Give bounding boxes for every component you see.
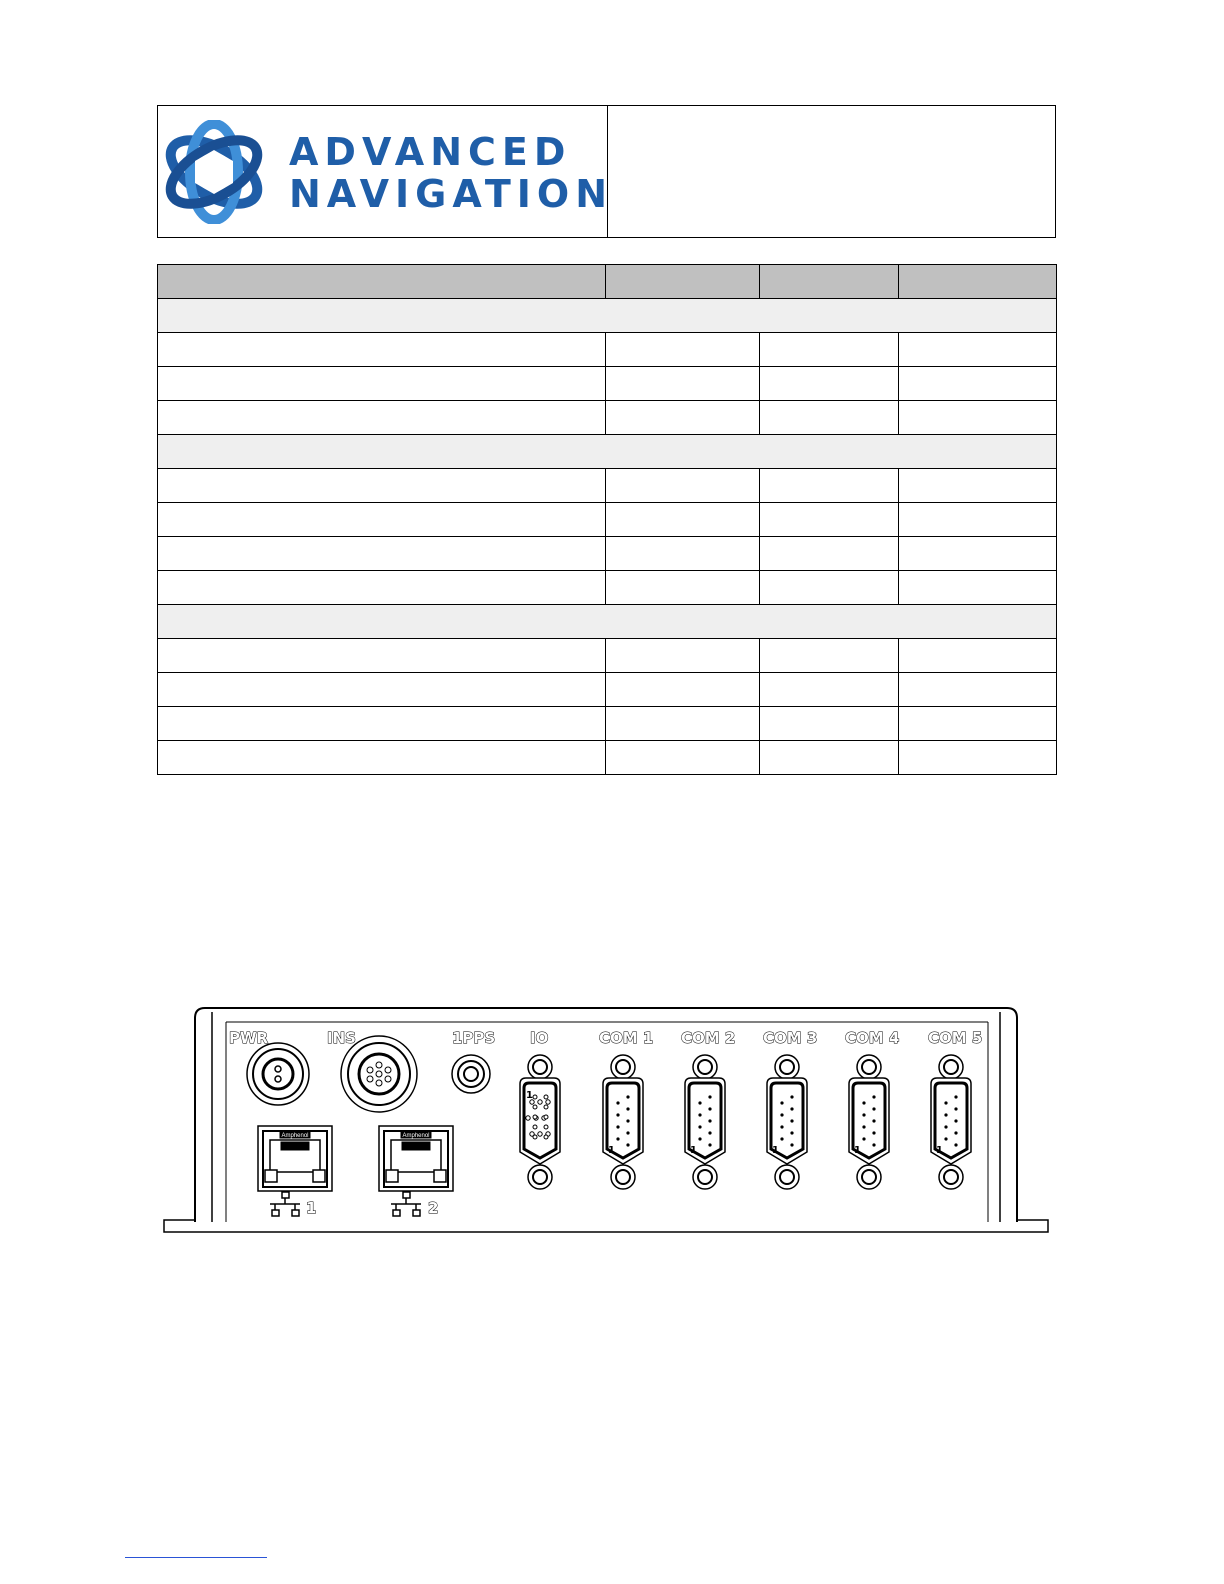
table-cell: [760, 673, 899, 707]
footer-link-underline[interactable]: [125, 1557, 267, 1558]
table-cell: [158, 367, 606, 401]
specification-table: [157, 264, 1057, 775]
table-cell: [606, 639, 760, 673]
table-cell: [760, 367, 899, 401]
table-cell: [606, 333, 760, 367]
ethernet-brand-label-2: Amphenol: [402, 1133, 430, 1139]
table-row: [158, 537, 1057, 571]
table-cell: [158, 639, 606, 673]
pps-connector-icon: [452, 1055, 490, 1093]
table-cell: [899, 673, 1057, 707]
table-cell: [899, 707, 1057, 741]
table-cell: [606, 367, 760, 401]
pin-one-marker: 1: [936, 1145, 943, 1156]
table-cell: [760, 265, 899, 299]
pin-one-marker: 1: [854, 1145, 861, 1156]
table-cell: [760, 401, 899, 435]
port-label-pwr: PWR: [229, 1029, 269, 1047]
table-section-row: [158, 299, 1057, 333]
section-cell: [158, 299, 1057, 333]
table-cell: [606, 503, 760, 537]
ethernet-port-2-label: 2: [428, 1199, 439, 1217]
table-cell: [606, 265, 760, 299]
table-cell: [899, 741, 1057, 775]
port-label-com3: COM 3: [763, 1029, 818, 1047]
table-cell: [899, 639, 1057, 673]
table-cell: [899, 469, 1057, 503]
section-cell: [158, 605, 1057, 639]
advanced-navigation-logo-icon: [162, 120, 266, 224]
table-cell: [899, 537, 1057, 571]
pin-one-marker: 1: [608, 1145, 615, 1156]
table-row: [158, 401, 1057, 435]
logo-wordmark-line1: ADVANCED: [289, 130, 572, 174]
table-row: [158, 333, 1057, 367]
table-cell: [158, 469, 606, 503]
pin-one-marker: 1: [772, 1145, 779, 1156]
document-header: [157, 105, 1056, 238]
table-header-row: [158, 265, 1057, 299]
table-cell: [899, 265, 1057, 299]
table-cell: [760, 503, 899, 537]
table-cell: [899, 333, 1057, 367]
header-info-cell: [608, 106, 1055, 237]
table-cell: [899, 401, 1057, 435]
table-section-row: [158, 435, 1057, 469]
table-cell: [158, 333, 606, 367]
port-label-com5: COM 5: [928, 1029, 983, 1047]
table-cell: [606, 401, 760, 435]
ins-connector-icon: [341, 1036, 417, 1112]
table-row: [158, 367, 1057, 401]
table-cell: [606, 673, 760, 707]
port-label-io: IO: [530, 1029, 549, 1047]
table-cell: [899, 571, 1057, 605]
port-label-ins: INS: [327, 1029, 356, 1047]
table-section-row: [158, 605, 1057, 639]
table-cell: [760, 333, 899, 367]
table-cell: [899, 367, 1057, 401]
table-row: [158, 469, 1057, 503]
section-cell: [158, 435, 1057, 469]
port-label-com2: COM 2: [681, 1029, 736, 1047]
table-cell: [760, 639, 899, 673]
table-row: [158, 741, 1057, 775]
table-row: [158, 707, 1057, 741]
table-cell: [158, 401, 606, 435]
device-panel-drawing: [162, 1004, 1052, 1236]
table-cell: [606, 707, 760, 741]
table-cell: [158, 741, 606, 775]
logo-wordmark-line2: NAVIGATION: [289, 172, 613, 216]
table-cell: [606, 537, 760, 571]
port-label-com4: COM 4: [845, 1029, 900, 1047]
table-cell: [158, 673, 606, 707]
table-cell: [158, 503, 606, 537]
table-cell: [158, 265, 606, 299]
table-cell: [606, 469, 760, 503]
pin-one-marker: 1: [526, 1090, 533, 1101]
table-row: [158, 571, 1057, 605]
table-cell: [760, 707, 899, 741]
table-row: [158, 503, 1057, 537]
table-row: [158, 639, 1057, 673]
pin-one-marker: 1: [690, 1145, 697, 1156]
table-cell: [158, 707, 606, 741]
ethernet-brand-label-1: Amphenol: [281, 1133, 309, 1139]
table-cell: [760, 571, 899, 605]
ethernet-port-1-label: 1: [306, 1199, 317, 1217]
table-row: [158, 673, 1057, 707]
table-cell: [158, 537, 606, 571]
pwr-connector-icon: [247, 1043, 309, 1105]
logo-cell: [158, 106, 613, 237]
table-cell: [606, 741, 760, 775]
table-cell: [899, 503, 1057, 537]
table-cell: [606, 571, 760, 605]
port-label-com1: COM 1: [599, 1029, 654, 1047]
port-label-1pps: 1PPS: [452, 1029, 496, 1047]
table-cell: [760, 741, 899, 775]
table-cell: [760, 469, 899, 503]
table-cell: [158, 571, 606, 605]
table-cell: [760, 537, 899, 571]
